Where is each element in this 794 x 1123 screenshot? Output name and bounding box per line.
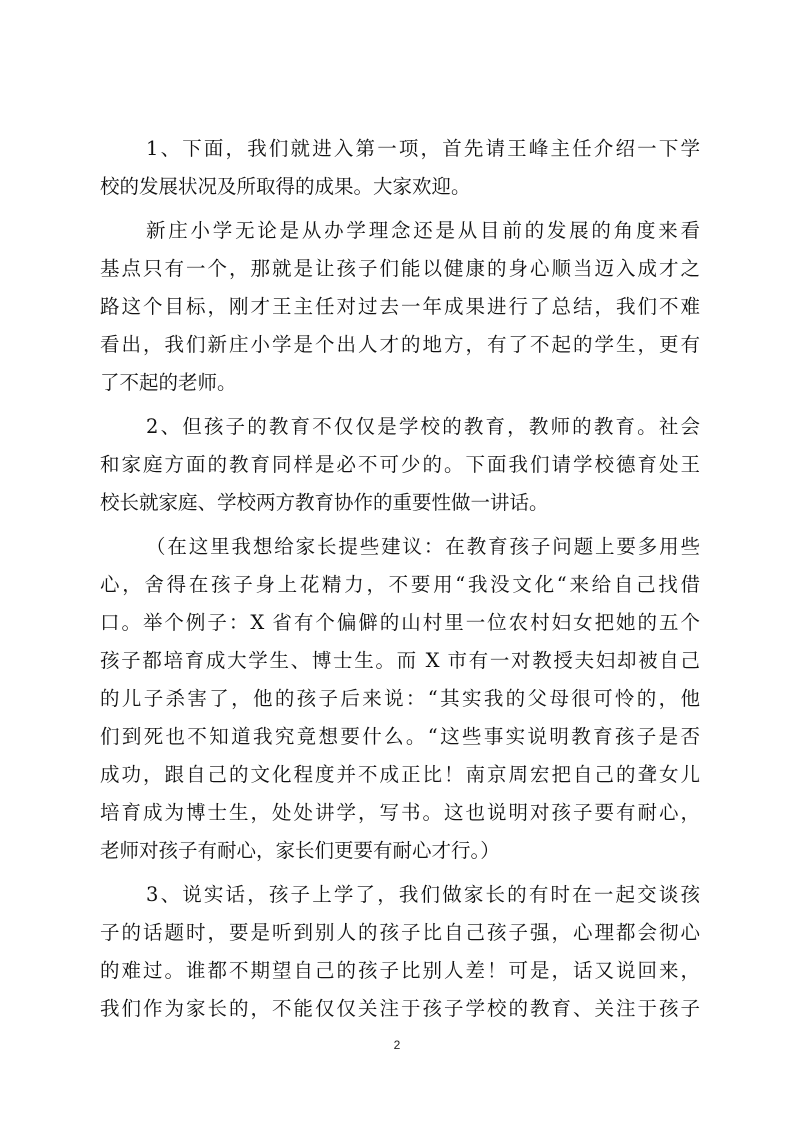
text-line: 们到死也不知道我究竟想要什么。“这些事实说明教育孩子是否 (100, 725, 700, 748)
page-number: 2 (393, 1038, 401, 1052)
text-line: 3、说实话，孩子上学了，我们做家长的有时在一起交谈孩 (146, 883, 700, 906)
text-line: 成功，跟自己的文化程度并不成正比！南京周宏把自己的聋女儿 (100, 763, 700, 786)
text-line: 路这个目标，刚才王主任对过去一年成果进行了总结，我们不难 (100, 295, 700, 318)
text-line: 我们作为家长的，不能仅仅关注于孩子学校的教育、关注于孩子 (100, 997, 700, 1020)
paragraph-3 (100, 408, 700, 522)
text-line: 校的发展状况及所取得的成果。大家欢迎。 (100, 175, 471, 198)
text-line: 新庄小学无论是从办学理念还是从目前的发展的角度来看 (146, 219, 700, 242)
paragraph-2 (100, 212, 700, 402)
text-line: 校长就家庭、学校两方教育协作的重要性做一讲话。 (100, 491, 549, 514)
text-line: 子的话题时，要是听到别人的孩子比自己孩子强，心理都会彻心 (100, 921, 700, 944)
paragraph-1 (100, 130, 700, 206)
text-line: 口。举个例子：X 省有个偏僻的山村里一位农村妇女把她的五个 (100, 611, 700, 634)
text-line: 基点只有一个，那就是让孩子们能以健康的身心顺当迈入成才之 (100, 257, 700, 280)
text-line: 的难过。谁都不期望自己的孩子比别人差！可是，话又说回来， (100, 959, 700, 982)
paragraph-4 (100, 528, 700, 870)
text-line: 的儿子杀害了，他的孩子后来说：“其实我的父母很可怜的，他 (100, 687, 700, 710)
text-line: 孩子都培育成大学生、博士生。而 X 市有一对教授夫妇却被自己 (100, 649, 700, 672)
text-line: （在这里我想给家长提些建议：在教育孩子问题上要多用些 (146, 535, 700, 558)
text-line: 和家庭方面的教育同样是必不可少的。下面我们请学校德育处王 (100, 453, 700, 476)
text-line: 心，舍得在孩子身上花精力，不要用“我没文化“来给自己找借 (100, 573, 700, 596)
text-line: 看出，我们新庄小学是个出人才的地方，有了不起的学生，更有 (100, 333, 700, 356)
text-line: 培育成为博士生，处处讲学，写书。这也说明对孩子要有耐心， (100, 801, 700, 824)
text-line: 老师对孩子有耐心，家长们更要有耐心才行。） (100, 839, 500, 862)
document-body (100, 130, 700, 1028)
text-line: 了不起的老师。 (100, 371, 237, 394)
paragraph-5 (100, 876, 700, 1028)
text-line: 1、下面，我们就进入第一项，首先请王峰主任介绍一下学 (146, 137, 700, 160)
text-line: 2、但孩子的教育不仅仅是学校的教育，教师的教育。社会 (146, 415, 700, 438)
